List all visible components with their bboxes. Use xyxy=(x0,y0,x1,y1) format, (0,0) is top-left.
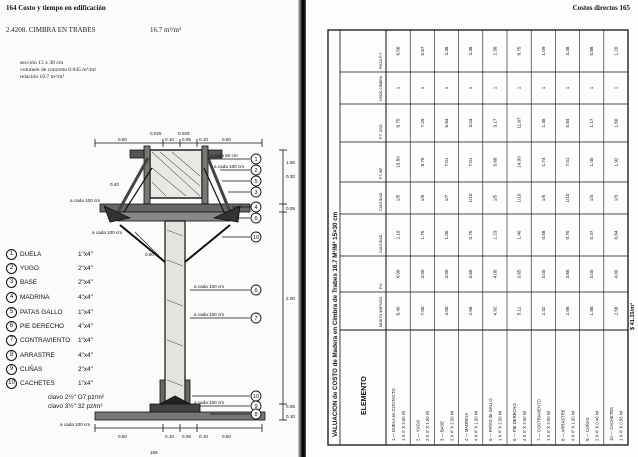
row-label: 3.— BASE xyxy=(439,420,445,441)
formwork-drawing xyxy=(0,0,300,457)
dim-label: 0.50 xyxy=(118,137,127,142)
column-header: ELEMENTO xyxy=(361,376,368,415)
dim-label: 1.55 xyxy=(286,160,295,165)
dim-label: 0.30 xyxy=(286,174,295,179)
table-cell: 4.00 xyxy=(492,269,498,279)
table-cell: 1.09 xyxy=(540,46,546,56)
page-footer: 155 xyxy=(150,450,158,455)
row-label: 4.— MADRINA xyxy=(463,412,469,441)
dim-label: 0.10 xyxy=(286,414,295,419)
row-label: 9.— CUÑAS xyxy=(584,417,590,441)
table-frame xyxy=(328,30,628,445)
column-header: CANTIDAD xyxy=(379,234,383,253)
table-cell: 2.56 xyxy=(468,306,474,316)
callout-text: a cada 100 cm xyxy=(214,164,245,169)
row-label: 1.— DUELA en CONTACTO xyxy=(391,388,397,441)
row-label: 7.— CONTRAVIENTO xyxy=(536,399,542,441)
legend-item: 6 PIE DERECHO 4"x4" xyxy=(6,321,93,331)
svg-text:2: 2 xyxy=(254,168,258,174)
clavo-spec: clavo 3½" 32 pz/m² xyxy=(48,403,103,410)
column-header: USOS CIMBRA xyxy=(379,75,383,101)
table-cell: 1.40 xyxy=(589,157,595,167)
table-cell: 1.88 xyxy=(589,306,595,316)
table-cell: 0.58 xyxy=(540,230,546,240)
table-cell: 2.38 xyxy=(492,46,498,56)
legend-item: 10 CACHETES 1"x4" xyxy=(6,378,93,388)
legend-item: 2 YUGO 2"x4" xyxy=(6,263,93,273)
table-cell: 4.00 xyxy=(589,269,595,279)
table-cell: 1/3 xyxy=(613,194,619,202)
table-cell: 1/10 xyxy=(565,193,570,203)
table-cell: 1.92 xyxy=(613,157,619,167)
column-header: MONTO $/M²/USO xyxy=(379,296,383,327)
row-dimension: 2 X 4" X 2.00 ml xyxy=(449,410,455,441)
column-header: P.U. xyxy=(379,282,383,289)
callout-text: a cada 100 cm xyxy=(194,400,225,405)
table-cell: 1 xyxy=(540,86,546,90)
table-cell: 0.64 xyxy=(613,230,619,240)
table-cell: 5.84 xyxy=(444,118,449,128)
table-cell: 1 xyxy=(395,86,401,90)
dim-label: 0.025 xyxy=(178,131,190,136)
table-cell: 1/10 xyxy=(516,193,522,203)
column-header: P.T. USO xyxy=(379,124,383,139)
table-cell: 4.92 xyxy=(492,306,498,316)
row-dimension: 1 X 4" X 0.55 ml xyxy=(618,410,624,441)
row-dimension: 1 X 4" X 2.00 ml xyxy=(546,410,552,441)
legend-item: 3 BASE 2"x4" xyxy=(6,277,93,287)
left-page-header: 164 Costo y tiempo en edificación xyxy=(6,4,106,12)
spec-line: relación 16.7 m²/m³ xyxy=(20,74,65,80)
table-cell: 3.65 xyxy=(565,269,570,279)
callout-text: a cada 100 cm xyxy=(60,422,91,427)
legend-item: 8 ARRASTRE 4"x4" xyxy=(6,350,93,360)
svg-text:6: 6 xyxy=(254,288,258,294)
table-cell: 1.17 xyxy=(589,118,595,128)
table-cell: 5.67 xyxy=(419,46,425,56)
table-cell: 4.00 xyxy=(395,269,401,279)
dim-label: 0.50 xyxy=(118,434,127,439)
table-cell: 1.40 xyxy=(516,230,522,240)
table-cell: 1.60 xyxy=(613,118,619,128)
legend-item: 1 DUELA 1"x4" xyxy=(6,249,93,259)
callout-text: a cada 50 cm xyxy=(210,153,238,158)
table-cell: 14.00 xyxy=(516,156,522,168)
table-cell: 1 xyxy=(516,86,522,90)
dim-label: 0.05 xyxy=(286,206,295,211)
table-cell: 5.84 xyxy=(565,118,570,128)
row-dimension: 2 X 4" X 0.40 ml xyxy=(594,410,600,441)
dim-label: 0.05 xyxy=(182,434,191,439)
section-title: 2.4208. CIMBRA EN TRABES xyxy=(6,26,96,34)
table-cell: 7.01 xyxy=(444,157,449,167)
row-label: 10.— CACHETES xyxy=(608,407,614,441)
svg-text:1: 1 xyxy=(254,157,258,163)
row-dimension: 1 X 4" X 2.60 ml xyxy=(400,410,406,441)
svg-text:6: 6 xyxy=(254,216,258,222)
row-dimension: 1 X 4" X 2.00 ml xyxy=(497,410,503,441)
dim-label: 0.50 xyxy=(222,137,231,142)
table-cell: 10.50 xyxy=(395,156,401,168)
table-cell: 8.40 xyxy=(395,306,401,316)
table-cell: 4.00 xyxy=(444,269,449,279)
table-cell: 1 xyxy=(444,86,449,90)
table-cell: 4.38 xyxy=(565,46,570,56)
table-cell: 1 xyxy=(468,86,474,90)
dim-label: 2.00 xyxy=(286,296,295,301)
dim-label: 0.10 xyxy=(165,434,174,439)
dim-label: 0.05 xyxy=(182,137,191,142)
table-cell: 4.00 xyxy=(540,269,546,279)
row-label: 5.— PATAS de GALLO xyxy=(487,398,493,441)
callout-text: a cada 100 cm xyxy=(92,230,123,235)
table-cell: 1 xyxy=(492,86,498,90)
table-cell: 8.75 xyxy=(419,157,425,167)
table-cell: 1 xyxy=(419,86,425,90)
table-cell: 1.00 xyxy=(444,230,449,240)
table-cell: 4.00 xyxy=(613,269,619,279)
callout-text: a cada 100 cm xyxy=(194,312,225,317)
column-header: PIEZA P.T. xyxy=(379,52,383,69)
dim-label: 0.05 xyxy=(286,404,295,409)
table-cell: 0.47 xyxy=(589,230,595,240)
table-cell: 0.70 xyxy=(565,230,570,240)
table-cell: 1/5 xyxy=(395,194,401,202)
table-cell: 4.00 xyxy=(444,306,449,316)
table-cell: 1/3 xyxy=(589,194,595,202)
table-cell: 3.04 xyxy=(468,118,474,128)
left-page xyxy=(0,0,300,457)
dim-label: 0.40 xyxy=(110,182,119,187)
table-cell: 5.68 xyxy=(492,157,498,167)
table-cell: 1.20 xyxy=(613,46,619,56)
spec-line: sección 15 x 30 cm xyxy=(20,60,64,66)
table-cell: 4.00 xyxy=(419,269,425,279)
table-cell: 3.65 xyxy=(516,269,522,279)
legend-item: 9 CUÑAS 2"x4" xyxy=(6,364,93,374)
legend-item: 5 PATAS GALLO 1"x4" xyxy=(6,307,93,317)
dim-label: 0.50 xyxy=(222,434,231,439)
table-cell: 3.65 xyxy=(468,269,474,279)
dim-label: 0.80 xyxy=(145,252,154,257)
table-cell: 1.74 xyxy=(540,157,546,167)
table-cell: 7.01 xyxy=(468,157,474,167)
table-cell: 1/10 xyxy=(468,193,474,203)
svg-text:10: 10 xyxy=(252,235,260,241)
row-dimension: 4 X 4" X 1.50 ml xyxy=(473,410,479,441)
table-total: $ 41.31/m² xyxy=(630,302,636,330)
dim-label: 0.10 xyxy=(165,137,174,142)
row-dimension: 4 X 4" X 1.00 ml xyxy=(570,410,576,441)
table-cell: 0.70 xyxy=(468,230,474,240)
table-cell: 7.00 xyxy=(419,306,425,316)
dim-label: 0.10 xyxy=(199,137,208,142)
table-cell: 11.67 xyxy=(516,117,522,129)
callout-text: a cada 100 cm xyxy=(194,284,225,289)
table-cell: 1.45 xyxy=(540,118,546,128)
table-cell: 3.17 xyxy=(492,118,498,128)
svg-text:5: 5 xyxy=(254,179,258,185)
svg-text:7: 7 xyxy=(254,316,258,322)
legend-item: 7 CONTRAVIENTO 1"x4" xyxy=(6,335,93,345)
table-cell: 1/5 xyxy=(492,194,498,202)
cost-table-grid xyxy=(310,0,636,457)
table-cell: 1/5 xyxy=(540,194,546,202)
column-header: P.T./M³ xyxy=(379,168,383,179)
table-cell: 1/7 xyxy=(444,194,449,202)
table-cell: 5.11 xyxy=(516,306,522,316)
svg-text:4: 4 xyxy=(254,205,258,211)
table-cell: 4.38 xyxy=(444,46,449,56)
table-title: VALUACION de COSTO de Madera en Cimbra de Trabes 16.7 M²/M³ 15×30 cm xyxy=(332,211,339,437)
table-cell: 7.01 xyxy=(565,157,570,167)
table-cell: 6.56 xyxy=(395,46,401,56)
table-cell: 2.56 xyxy=(613,306,619,316)
legend-item: 4 MADRINA 4"x4" xyxy=(6,292,93,302)
row-dimension: 4 X 4" X 2.50 ml xyxy=(521,410,527,441)
right-page xyxy=(306,0,638,457)
row-dimension: 2 X 4" X 1.50 ml xyxy=(425,410,431,441)
table-cell: 1 xyxy=(613,86,619,90)
table-cell: 1.23 xyxy=(492,230,498,240)
right-page-header: Costos directos 165 xyxy=(572,4,630,12)
row-label: 6.— PIE DERECHO xyxy=(512,403,518,441)
svg-text:9: 9 xyxy=(254,404,258,410)
table-cell: 1 xyxy=(565,86,570,90)
table-cell: 1 xyxy=(589,86,595,90)
section-quantity: 16.7 m²/m³ xyxy=(150,26,182,34)
table-cell: 8.75 xyxy=(516,46,522,56)
table-cell: 2.56 xyxy=(565,306,570,316)
spec-line: volumen de concreto 0.045 m³/ml xyxy=(20,67,96,73)
table-cell: 8.75 xyxy=(395,118,401,128)
table-cell: 7.29 xyxy=(419,118,425,128)
table-cell: 1/5 xyxy=(419,194,425,202)
dim-label: 0.025 xyxy=(150,131,162,136)
row-label: 8.— ARRASTRE xyxy=(560,409,566,441)
svg-text:3: 3 xyxy=(254,190,258,196)
svg-text:8: 8 xyxy=(254,412,258,418)
table-cell: 4.38 xyxy=(468,46,474,56)
callout-text: a cada 100 cm xyxy=(70,198,101,203)
table-cell: 2.32 xyxy=(540,306,546,316)
table-cell: 2.10 xyxy=(395,230,401,240)
clavo-spec: clavo 2½" O7 pz/m² xyxy=(48,394,104,401)
cost-table xyxy=(310,0,636,457)
dim-label: 0.10 xyxy=(199,434,208,439)
table-cell: 0.88 xyxy=(589,46,595,56)
svg-text:10: 10 xyxy=(252,394,260,400)
table-cell: 1.75 xyxy=(419,230,425,240)
column-header: CANTIDAD xyxy=(379,192,383,211)
row-label: 2.— YUGO xyxy=(415,419,421,441)
